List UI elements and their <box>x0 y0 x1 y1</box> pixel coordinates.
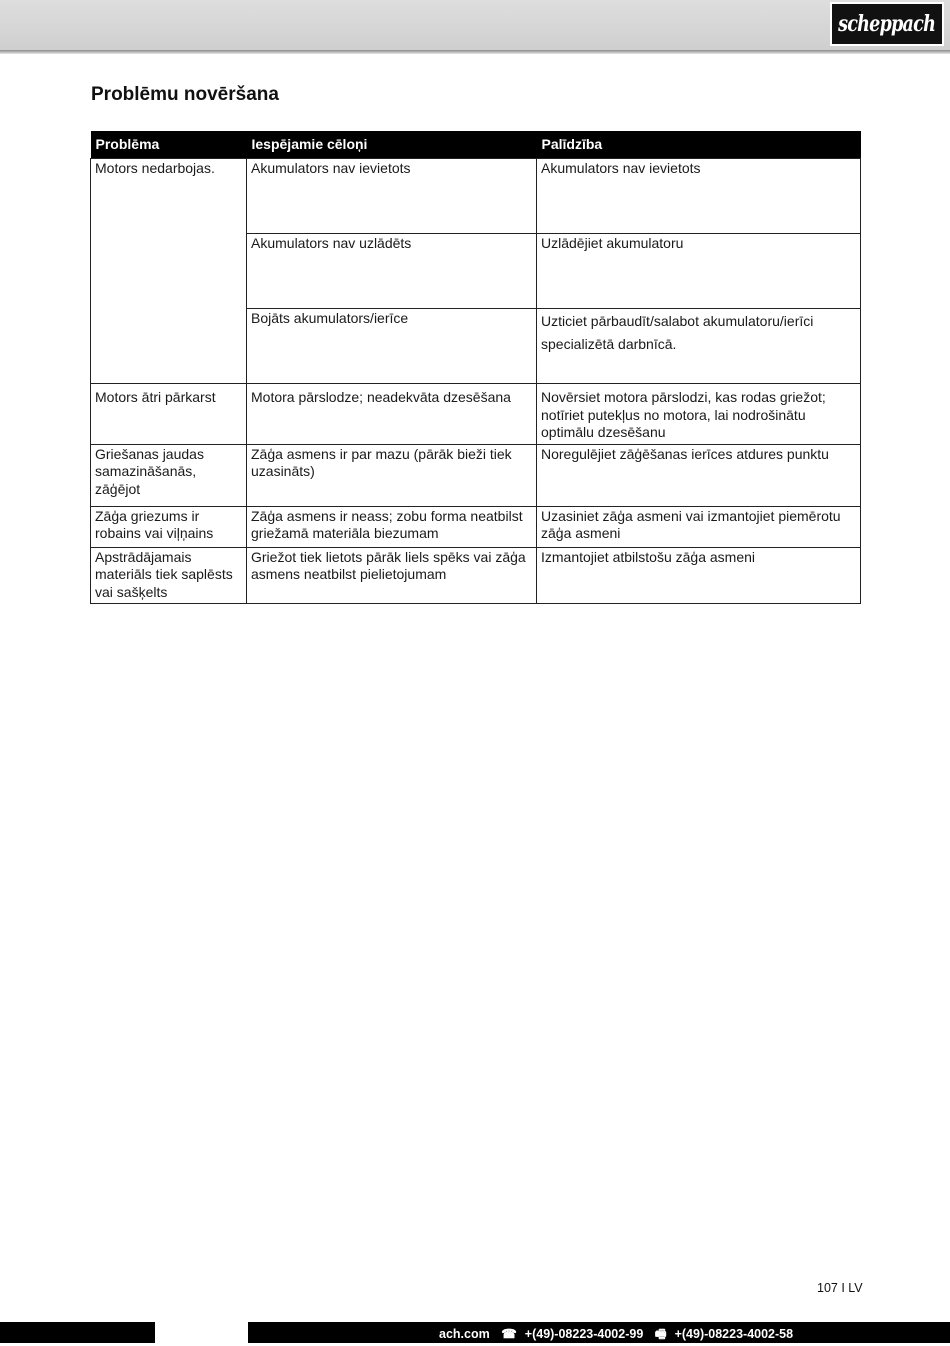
footer-contact <box>439 1325 801 1346</box>
table-row <box>91 506 861 547</box>
help-cell: Novērsiet motora pārslodzi, kas rodas griežot; notīriet putekļus no motora, lai nodrošinātu optimālu dzesēšanu <box>537 384 861 445</box>
header-help: Palīdzība <box>537 131 861 159</box>
footer-phone: +(49)-08223-4002-99 <box>524 1327 644 1341</box>
cause-cell: Akumulators nav ievietots <box>247 159 537 234</box>
troubleshooting-table <box>90 131 861 604</box>
cause-cell: Akumulators nav uzlādēts <box>247 234 537 309</box>
cause-cell: Zāģa asmens ir neass; zobu forma neatbilst griežamā materiāla biezumam <box>247 506 537 547</box>
problem-cell: Apstrādājamais materiāls tiek saplēsts vai sašķelts <box>91 547 247 604</box>
cause-cell: Griežot tiek lietots pārāk liels spēks vai zāģa asmens neatbilst pielietojumam <box>247 547 537 604</box>
table-row <box>91 547 861 604</box>
help-cell: Akumulators nav ievietots <box>537 159 861 234</box>
footer-website: ach.com <box>439 1327 490 1341</box>
cause-cell: Bojāts akumulators/ierīce <box>247 309 537 384</box>
problem-cell <box>91 309 247 384</box>
header-causes: Iespējamie cēloņi <box>247 131 537 159</box>
fax-icon: 🖷 <box>654 1327 667 1341</box>
problem-cell: Motors nedarbojas. <box>91 159 247 234</box>
help-cell: Uzlādējiet akumulatoru <box>537 234 861 309</box>
header-problem: Problēma <box>91 131 247 159</box>
help-cell: Uzticiet pārbaudīt/salabot akumulatoru/ierīci specializētā darbnīcā. <box>537 309 861 384</box>
header-shadow <box>0 50 950 54</box>
header-band <box>0 0 950 50</box>
cause-cell: Zāģa asmens ir par mazu (pārāk bieži tiek uzasināts) <box>247 444 537 506</box>
footer-fax: +(49)-08223-4002-58 <box>674 1327 794 1341</box>
table-row <box>91 234 861 309</box>
cause-cell: Motora pārslodze; neadekvāta dzesēšana <box>247 384 537 445</box>
problem-cell: Motors ātri pārkarst <box>91 384 247 445</box>
logo-text: scheppach <box>838 11 936 37</box>
problem-cell <box>91 234 247 309</box>
page-title: Problēmu novēršana <box>91 84 279 105</box>
help-cell: Izmantojiet atbilstošu zāģa asmeni <box>537 547 861 604</box>
table-row <box>91 309 861 384</box>
table-header-row <box>91 131 861 159</box>
page-number: 107 I LV <box>817 1281 863 1295</box>
scheppach-logo <box>830 2 944 46</box>
footer-white-block <box>155 1322 248 1343</box>
phone-icon: ☎ <box>501 1327 517 1341</box>
problem-cell: Zāģa griezums ir robains vai viļņains <box>91 506 247 547</box>
problem-cell: Griešanas jaudas samazināšanās, zāģējot <box>91 444 247 506</box>
table-row <box>91 444 861 506</box>
table-row <box>91 384 861 445</box>
table-row <box>91 159 861 234</box>
help-cell: Noregulējiet zāģēšanas ierīces atdures punktu <box>537 444 861 506</box>
help-cell: Uzasiniet zāģa asmeni vai izmantojiet piemērotu zāģa asmeni <box>537 506 861 547</box>
